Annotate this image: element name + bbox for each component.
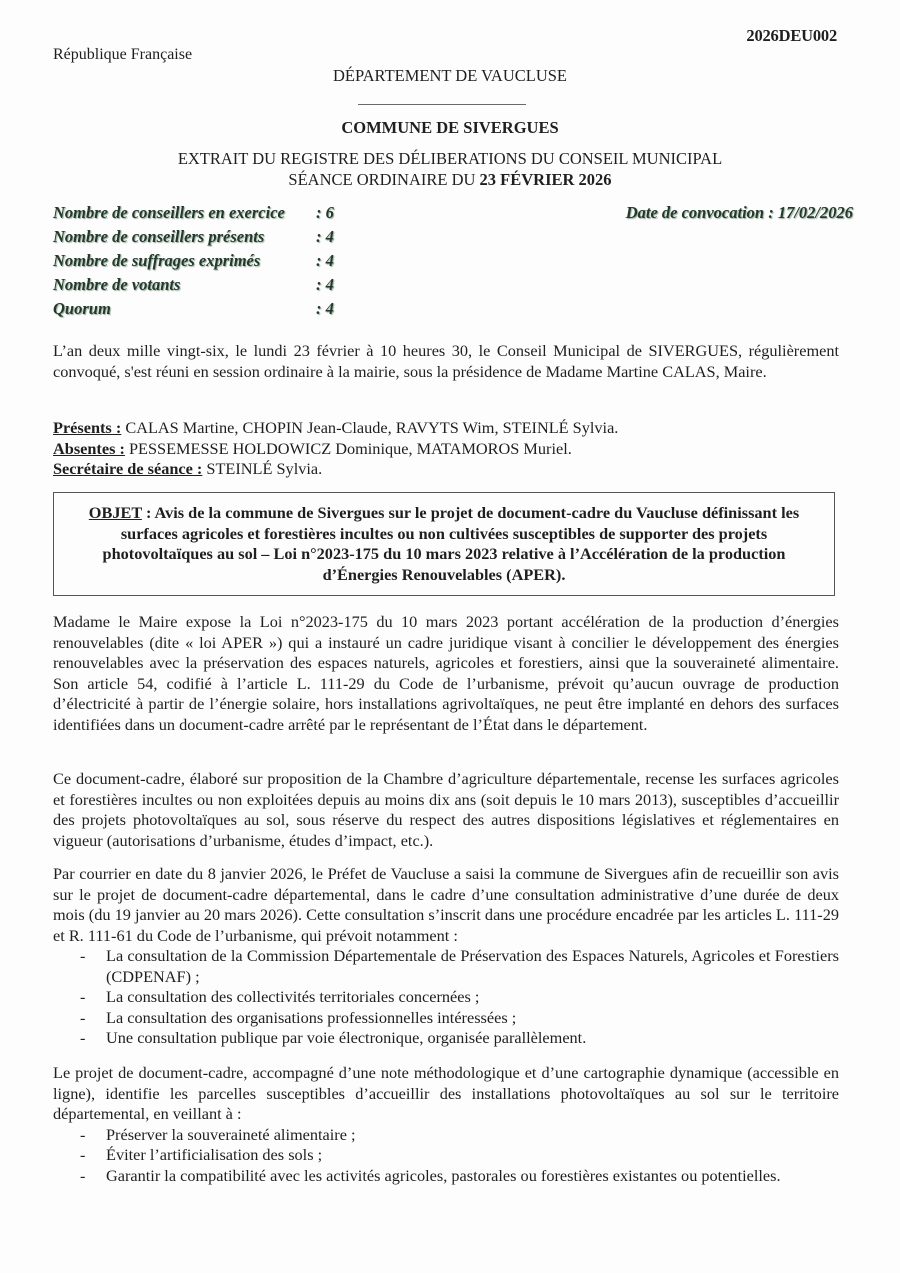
attendance-block — [53, 418, 839, 480]
list-item-text: La consultation de la Commission Départementale de Préservation des Espaces Naturels, Agricoles et Forestiers (CDPENAF) ; — [106, 946, 839, 986]
paragraph-text: Le projet de document-cadre, accompagné d’une note méthodologique et d’une cartographie dynamique (accessible en ligne), identifie les parcelles susceptibles d’accueillir des installations photovoltaïques au sol sur le territoire départemental, en veillant à : — [53, 1063, 839, 1123]
list-item — [53, 1166, 839, 1187]
body-paragraph-1: Madame le Maire expose la Loi n°2023-175 du 10 mars 2023 portant accélération de la production d’énergies renouvelables (dite « loi APER ») qui a instauré un cadre juridique visant à concilier le développement des énergies renouvelables avec la préservation des espaces naturels, agricoles et forestiers, ainsi que la souveraineté alimentaire. Son article 54, codifié à l’article L. 111-29 du Code de l’urbanisme, prévoit qu’aucun ouvrage de production d’électricité à partir de l’énergie solaire, hors installations agrivoltaïques, ne peut être implanté en dehors des surfaces identifiées dans un document-cadre arrêté par le représentant de l’État dans le département. — [53, 612, 839, 734]
commune-title: COMMUNE DE SIVERGUES — [341, 118, 559, 137]
bullet-icon: - — [80, 1145, 86, 1164]
objet-label: OBJET — [88, 503, 142, 522]
stat-label: Nombre de suffrages exprimés — [53, 251, 261, 270]
objet-box — [53, 492, 835, 596]
list-item — [53, 1145, 839, 1166]
stat-row — [53, 251, 853, 275]
presents-line — [53, 418, 839, 439]
bullet-icon: - — [80, 1124, 86, 1144]
seance-date: 23 FÉVRIER 2026 — [479, 170, 612, 189]
extrait-title: EXTRAIT DU REGISTRE DES DÉLIBERATIONS DU CONSEIL MUNICIPAL — [177, 149, 723, 168]
body-paragraph-4 — [53, 1063, 839, 1186]
list-item — [53, 946, 839, 987]
convocation-date: Date de convocation : 17/02/2026 — [625, 203, 853, 222]
list-item-text: La consultation des organisations professionnelles intéressées ; — [106, 1007, 517, 1027]
stat-row — [53, 203, 853, 227]
republique-francaise: République Française — [53, 46, 193, 63]
body-paragraph-2: Ce document-cadre, élaboré sur proposition de la Chambre d’agriculture départementale, recense les surfaces agricoles et forestières incultes ou non exploitées depuis au moins dix ans (soit depuis le 10 mars 2013), susceptibles d’accueillir des projets photovoltaïques au sol, sous réserve du respect des autres dispositions législatives et réglementaires en vigueur (autorisations d’urbanisme, études d’impact, etc.). — [53, 769, 839, 850]
stat-label: Quorum — [53, 299, 111, 318]
consultation-list — [53, 946, 839, 1049]
stat-label: Nombre de conseillers en exercice — [53, 203, 285, 222]
absentes-label: Absentes : — [53, 438, 125, 458]
stat-label: Nombre de votants — [53, 275, 181, 294]
body-paragraph-3 — [53, 864, 839, 1049]
objectives-list — [53, 1125, 839, 1187]
presents-names: CALAS Martine, CHOPIN Jean-Claude, RAVYTS Wim, STEINLÉ Sylvia. — [121, 418, 619, 437]
secretaire-name: STEINLÉ Sylvia. — [202, 459, 323, 478]
list-item-text: Une consultation publique par voie électronique, organisée parallèlement. — [106, 1028, 587, 1047]
seance-prefix: SÉANCE ORDINAIRE DU — [288, 170, 480, 189]
stat-value: : 4 — [316, 275, 334, 294]
stat-value: : 4 — [316, 299, 334, 318]
absentes-line — [53, 439, 839, 460]
paragraph-text: Par courrier en date du 8 janvier 2026, le Préfet de Vaucluse a saisi la commune de Sivergues afin de recueillir son avis sur le projet de document-cadre départemental, dans le cadre d’une consultation administrative d’une durée de deux mois (du 19 janvier au 20 mars 2026). Cette consultation s’inscrit dans une procédure encadrée par les articles L. 111-29 et R. 111-61 du Code de l’urbanisme, qui prévoit notamment : — [53, 864, 839, 945]
stat-value: : 6 — [316, 203, 334, 222]
list-item-text: Éviter l’artificialisation des sols ; — [106, 1145, 323, 1164]
deliberation-reference: 2026DEU002 — [746, 26, 837, 45]
bullet-icon: - — [80, 946, 86, 965]
secretaire-label: Secrétaire de séance : — [53, 459, 203, 478]
list-item-text: Préserver la souveraineté alimentaire ; — [106, 1124, 356, 1144]
list-item — [53, 1125, 839, 1146]
objet-text: : Avis de la commune de Sivergues sur le projet de document-cadre du Vaucluse définissant les surfaces agricoles et forestières incultes ou non cultivées susceptibles de supporter des projets photovoltaïques au sol – Loi n°2023-175 du 10 mars 2023 relative à l’Accélération de la production d’Énergies Renouvelables (APER). — [102, 503, 800, 584]
bullet-icon: - — [80, 1007, 86, 1027]
secretaire-line — [53, 459, 839, 480]
list-item — [53, 1008, 839, 1029]
stat-row — [53, 275, 853, 299]
presents-label: Présents : — [53, 418, 122, 437]
stat-value: : 4 — [316, 251, 334, 270]
council-stats — [53, 203, 853, 323]
bullet-icon: - — [80, 987, 86, 1006]
list-item-text: Garantir la compatibilité avec les activités agricoles, pastorales ou forestières existantes ou potentielles. — [106, 1165, 781, 1185]
list-item — [53, 1028, 839, 1049]
stat-row — [53, 227, 853, 251]
bullet-icon: - — [80, 1165, 86, 1185]
seance-title — [0, 170, 900, 190]
stat-label: Nombre de conseillers présents — [53, 227, 265, 246]
intro-paragraph: L’an deux mille vingt-six, le lundi 23 février à 10 heures 30, le Conseil Municipal de SIVERGUES, régulièrement convoqué, s'est réuni en session ordinaire à la mairie, sous la présidence de Madame Martine CALAS, Maire. — [53, 341, 839, 381]
header-divider — [358, 104, 526, 105]
stat-row — [53, 299, 853, 323]
bullet-icon: - — [80, 1028, 86, 1047]
stat-value: : 4 — [316, 227, 334, 246]
list-item — [53, 987, 839, 1008]
absentes-names: PESSEMESSE HOLDOWICZ Dominique, MATAMOROS Muriel. — [124, 438, 572, 458]
list-item-text: La consultation des collectivités territoriales concernées ; — [106, 987, 480, 1006]
departement-title: DÉPARTEMENT DE VAUCLUSE — [332, 66, 567, 85]
